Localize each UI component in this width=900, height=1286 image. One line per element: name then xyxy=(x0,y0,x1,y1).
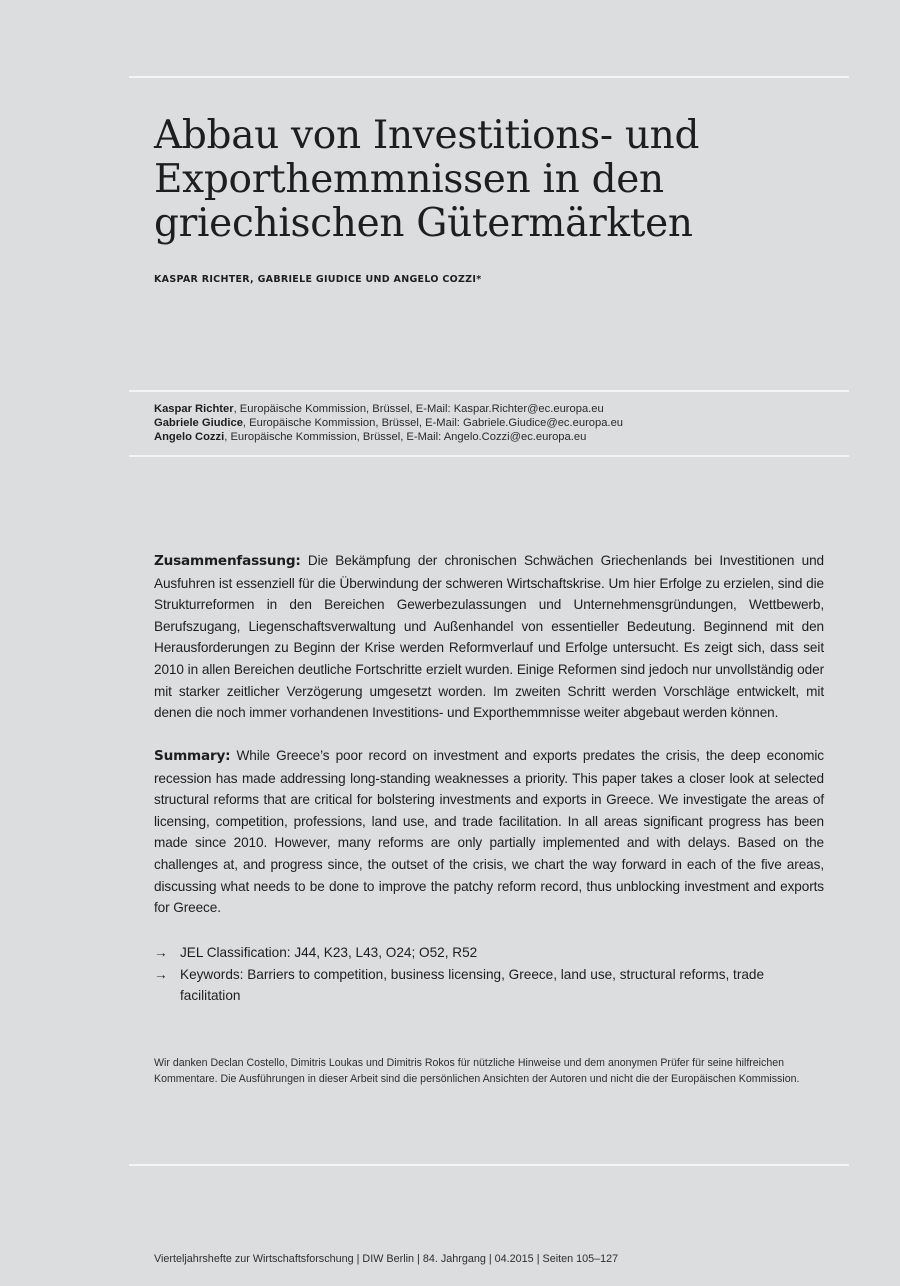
jel-classification-text: JEL Classification: J44, K23, L43, O24; O52, R52 xyxy=(180,945,478,960)
affiliation-name: Angelo Cozzi xyxy=(154,431,225,443)
jel-classification-item xyxy=(154,942,814,964)
top-rule xyxy=(129,76,849,78)
abstract-german xyxy=(154,550,824,724)
bottom-rule xyxy=(129,1164,849,1166)
affiliation-name: Kaspar Richter xyxy=(154,403,234,415)
acknowledgement-footnote: Wir danken Declan Costello, Dimitris Loukas und Dimitris Rokos für nützliche Hinweise und dem anonymen Prüfer für seine hilfreichen Kommentare. Die Ausführungen in dieser Arbeit sind die persönlichen Ansichten der Autoren und nicht die der Europäischen Kommission. xyxy=(154,1057,800,1085)
keywords-item xyxy=(154,964,814,1007)
abstract-english-label: Summary: xyxy=(154,748,231,764)
title-line: Abbau von Investitions- und xyxy=(154,113,700,158)
affiliation-name: Gabriele Giudice xyxy=(154,417,243,429)
author-line: KASPAR RICHTER, GABRIELE GIUDICE UND ANGELO COZZI* xyxy=(154,274,482,285)
affiliation-item xyxy=(154,416,834,430)
title-line: Exporthemmnissen in den xyxy=(154,157,664,202)
affiliation-item xyxy=(154,430,834,444)
affiliation-detail: , Europäische Kommission, Brüssel, E-Mail: Kaspar.Richter@ec.europa.eu xyxy=(233,403,604,415)
title-line: griechischen Gütermärkten xyxy=(154,201,693,246)
affiliation-item xyxy=(154,402,834,416)
abstract-german-text: Die Bekämpfung der chronischen Schwächen Griechenlands bei Investitionen und Ausfuhren ist essenziell für die Überwindung der schweren Wirtschaftskrise. Um hier Erfolge zu erzielen, sind die Strukturreformen in den Bereichen Gewerbezulassungen und Unternehmensgründungen, Wettbewerb, Berufszugang, Liegenschaftsverwaltung und Außenhandel von essentieller Bedeutung. Beginnend mit den Herausforderungen zu Beginn der Krise werden Reformverlauf und Erfolge untersucht. Es zeigt sich, dass seit 2010 in allen Bereichen deutliche Fortschritte erzielt wurden. Einige Reformen sind jedoch nur unvollständig oder mit starker zeitlicher Verzögerung umgesetzt worden. Im zweiten Schritt werden Vorschläge entwickelt, mit denen die noch immer vorhandenen Investitions- und Exporthemmnisse weiter abgebaut werden können. xyxy=(154,553,824,721)
abstract-english xyxy=(154,745,824,919)
affiliations-top-rule xyxy=(129,390,849,392)
abstract-german-label: Zusammenfassung: xyxy=(154,553,301,569)
abstract-english-text: While Greece’s poor record on investment and exports predates the crisis, the deep economic recession has made addressing long-standing weaknesses a priority. This paper takes a closer look at selected structural reforms that are critical for bolstering investments and exports in Greece. We investigate the areas of licensing, competition, professions, land use, and trade facilitation. In all areas significant progress has been made since 2010. However, many reforms are only partially implemented and with delays. Based on the challenges at, and progress since, the outset of the crisis, we chart the way forward in each of the five areas, discussing what needs to be done to improve the patchy reform record, thus unblocking investment and exports for Greece. xyxy=(154,748,824,916)
affiliations-bottom-rule xyxy=(129,455,849,457)
affiliation-detail: , Europäische Kommission, Brüssel, E-Mail: Angelo.Cozzi@ec.europa.eu xyxy=(224,431,587,443)
arrow-right-icon: → xyxy=(154,966,168,982)
classification-list xyxy=(154,942,814,1007)
arrow-right-icon: → xyxy=(154,945,168,960)
article-title xyxy=(154,114,794,246)
journal-footer: Vierteljahrshefte zur Wirtschaftsforschung | DIW Berlin | 84. Jahrgang | 04.2015 | Seiten 105–127 xyxy=(154,1253,619,1265)
affiliation-detail: , Europäische Kommission, Brüssel, E-Mail: Gabriele.Giudice@ec.europa.eu xyxy=(242,417,624,429)
author-affiliations xyxy=(154,402,834,444)
keywords-text: Keywords: Barriers to competition, business licensing, Greece, land use, structural reforms, trade facilitation xyxy=(180,966,765,1004)
